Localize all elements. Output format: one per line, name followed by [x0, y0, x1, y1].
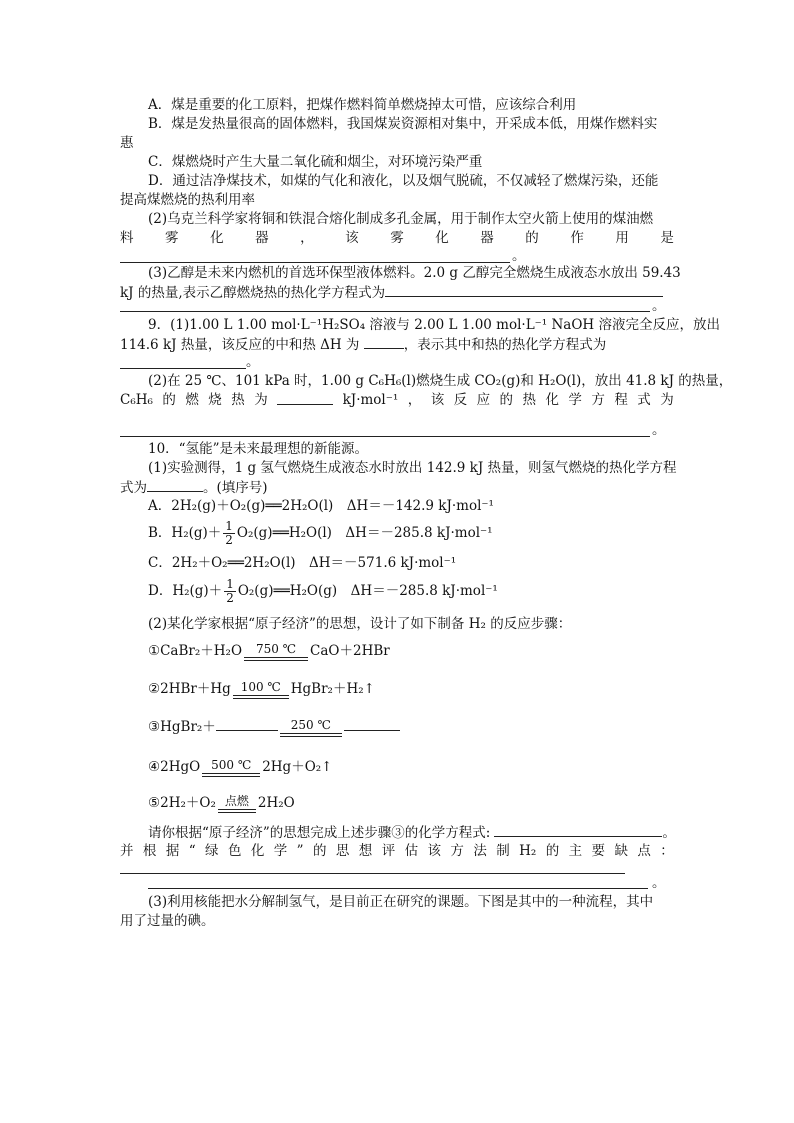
q10-part3-cont: 用了过量的碘。	[120, 913, 215, 929]
q10-intro: 10．“氢能”是未来最理想的新能源。	[148, 441, 368, 457]
step-3: ③HgBr₂＋ 250 ℃	[148, 710, 674, 744]
q10-option-d: D．H₂(g)＋ $\frac{1}{2}$ O₂(g)══H₂O(g) ΔH＝－285.8 kJ·mol⁻¹	[148, 577, 498, 605]
q8-part3-cont: kJ 的热量,表示乙醇燃烧热的热化学方程式为	[120, 282, 674, 303]
q10-part3-text: (3)利用核能把水分解制氢气，是目前正在研究的课题。下图是其中的一种流程，其中	[148, 894, 654, 910]
q8-option-d: D．通过洁净煤技术，如煤的气化和液化，以及烟气脱硫，不仅减轻了燃煤污染，还能	[148, 173, 659, 189]
answer-blank-reactant[interactable]	[216, 716, 278, 731]
q8-part3-text: (3)乙醇是未来内燃机的首选环保型液体燃料。2.0 g 乙醇完全燃烧生成液态水放出 59.43	[148, 265, 681, 281]
period: 。	[652, 875, 666, 891]
answer-blank-heat[interactable]	[277, 390, 333, 405]
q9-part2-justified: C₆H₆ 的 燃 烧 热 为 kJ·mol⁻¹ ， 该 反 应 的 热 化 学 方 程 式 为	[120, 392, 674, 408]
answer-blank-step3[interactable]	[494, 822, 662, 837]
answer-blank-flaw-1[interactable]	[120, 873, 625, 874]
q8-option-d-cont: 提高煤燃烧的热利用率	[120, 192, 255, 208]
answer-blank-choice[interactable]	[147, 477, 203, 492]
q10-option-b: B．H₂(g)＋ $\frac{1}{2}$ O₂(g)══H₂O(l) ΔH＝－285.8 kJ·mol⁻¹	[148, 519, 493, 547]
q10-ask-1: 请你根据“原子经济”的思想完成上述步骤③的化学方程式: 。	[148, 822, 674, 843]
q8-part2-text: (2)乌克兰科学家将铜和铁混合熔化制成多孔金属，用于制作太空火箭上使用的煤油燃	[148, 211, 654, 227]
q8-part2-justified: 料 雾 化 器 ， 该 雾 化 器 的 作 用 是	[120, 230, 674, 246]
period: 。	[246, 354, 260, 370]
q8-option-b-cont: 惠	[120, 135, 134, 151]
answer-blank-q8-3[interactable]	[120, 311, 650, 312]
q9-part2-text: (2)在 25 ℃、101 kPa 时，1.00 g C₆H₆(l)燃烧生成 CO₂(g)和 H₂O(l)，放出 41.8 kJ 的热量，	[148, 373, 733, 389]
answer-blank-dh[interactable]	[364, 334, 404, 349]
q9-part1-cont: 114.6 kJ 热量，该反应的中和热 ΔH 为 ，表示其中和热的热化学方程式为	[120, 334, 674, 355]
q8-option-c: C．煤燃烧时产生大量二氧化硫和烟尘，对环境污染严重	[148, 154, 483, 170]
q10-option-a: A．2H₂(g)＋O₂(g)══2H₂O(l) ΔH＝－142.9 kJ·mol⁻¹	[148, 498, 494, 514]
period: 。	[652, 422, 666, 438]
q8-option-a: A．煤是重要的化工原料，把煤作燃料简单燃烧掉太可惜，应该综合利用	[148, 97, 577, 113]
fraction-half: $\frac{1}{2}$	[225, 519, 233, 547]
q10-ask-2: 并 根 据 “ 绿 色 化 学 ” 的 思 想 评 估 该 方 法 制 H₂ 的 主 要 缺 点 ：	[120, 843, 674, 859]
q9-part1-text: 9．(1)1.00 L 1.00 mol·L⁻¹H₂SO₄ 溶液与 2.00 L 1.00 mol·L⁻¹ NaOH 溶液完全反应，放出	[148, 317, 720, 333]
step-2: ②2HBr＋Hg 100 ℃ HgBr₂＋H₂↑	[148, 680, 375, 697]
answer-blank-flaw-2[interactable]	[148, 888, 648, 889]
q8-option-b: B．煤是发热量很高的固体燃料，我国煤炭资源相对集中，开采成本低，用煤作燃料实	[148, 116, 658, 132]
answer-blank-q9-1[interactable]	[120, 368, 246, 369]
q10-part1-cont: 式为 。(填序号)	[120, 477, 674, 498]
period: 。	[652, 298, 666, 314]
step-1: ①CaBr₂＋H₂O 750 ℃ CaO＋2HBr	[148, 642, 390, 659]
step-4: ④2HgO 500 ℃ 2Hg＋O₂↑	[148, 758, 333, 775]
q10-part1-text: (1)实验测得，1 g 氢气燃烧生成液态水时放出 142.9 kJ 热量，则氢气燃烧的热化学方程	[148, 460, 677, 476]
answer-blank-q9-2[interactable]	[120, 436, 650, 437]
fraction-half: $\frac{1}{2}$	[226, 577, 234, 605]
q10-option-c: C．2H₂＋O₂══2H₂O(l) ΔH＝－571.6 kJ·mol⁻¹	[148, 555, 457, 571]
step-5: ⑤2H₂＋O₂ 点燃 2H₂O	[148, 794, 295, 811]
period: 。	[512, 248, 526, 264]
answer-blank-product[interactable]	[344, 716, 400, 731]
q10-part2-text: (2)某化学家根据“原子经济”的思想，设计了如下制备 H₂ 的反应步骤：	[148, 616, 572, 632]
